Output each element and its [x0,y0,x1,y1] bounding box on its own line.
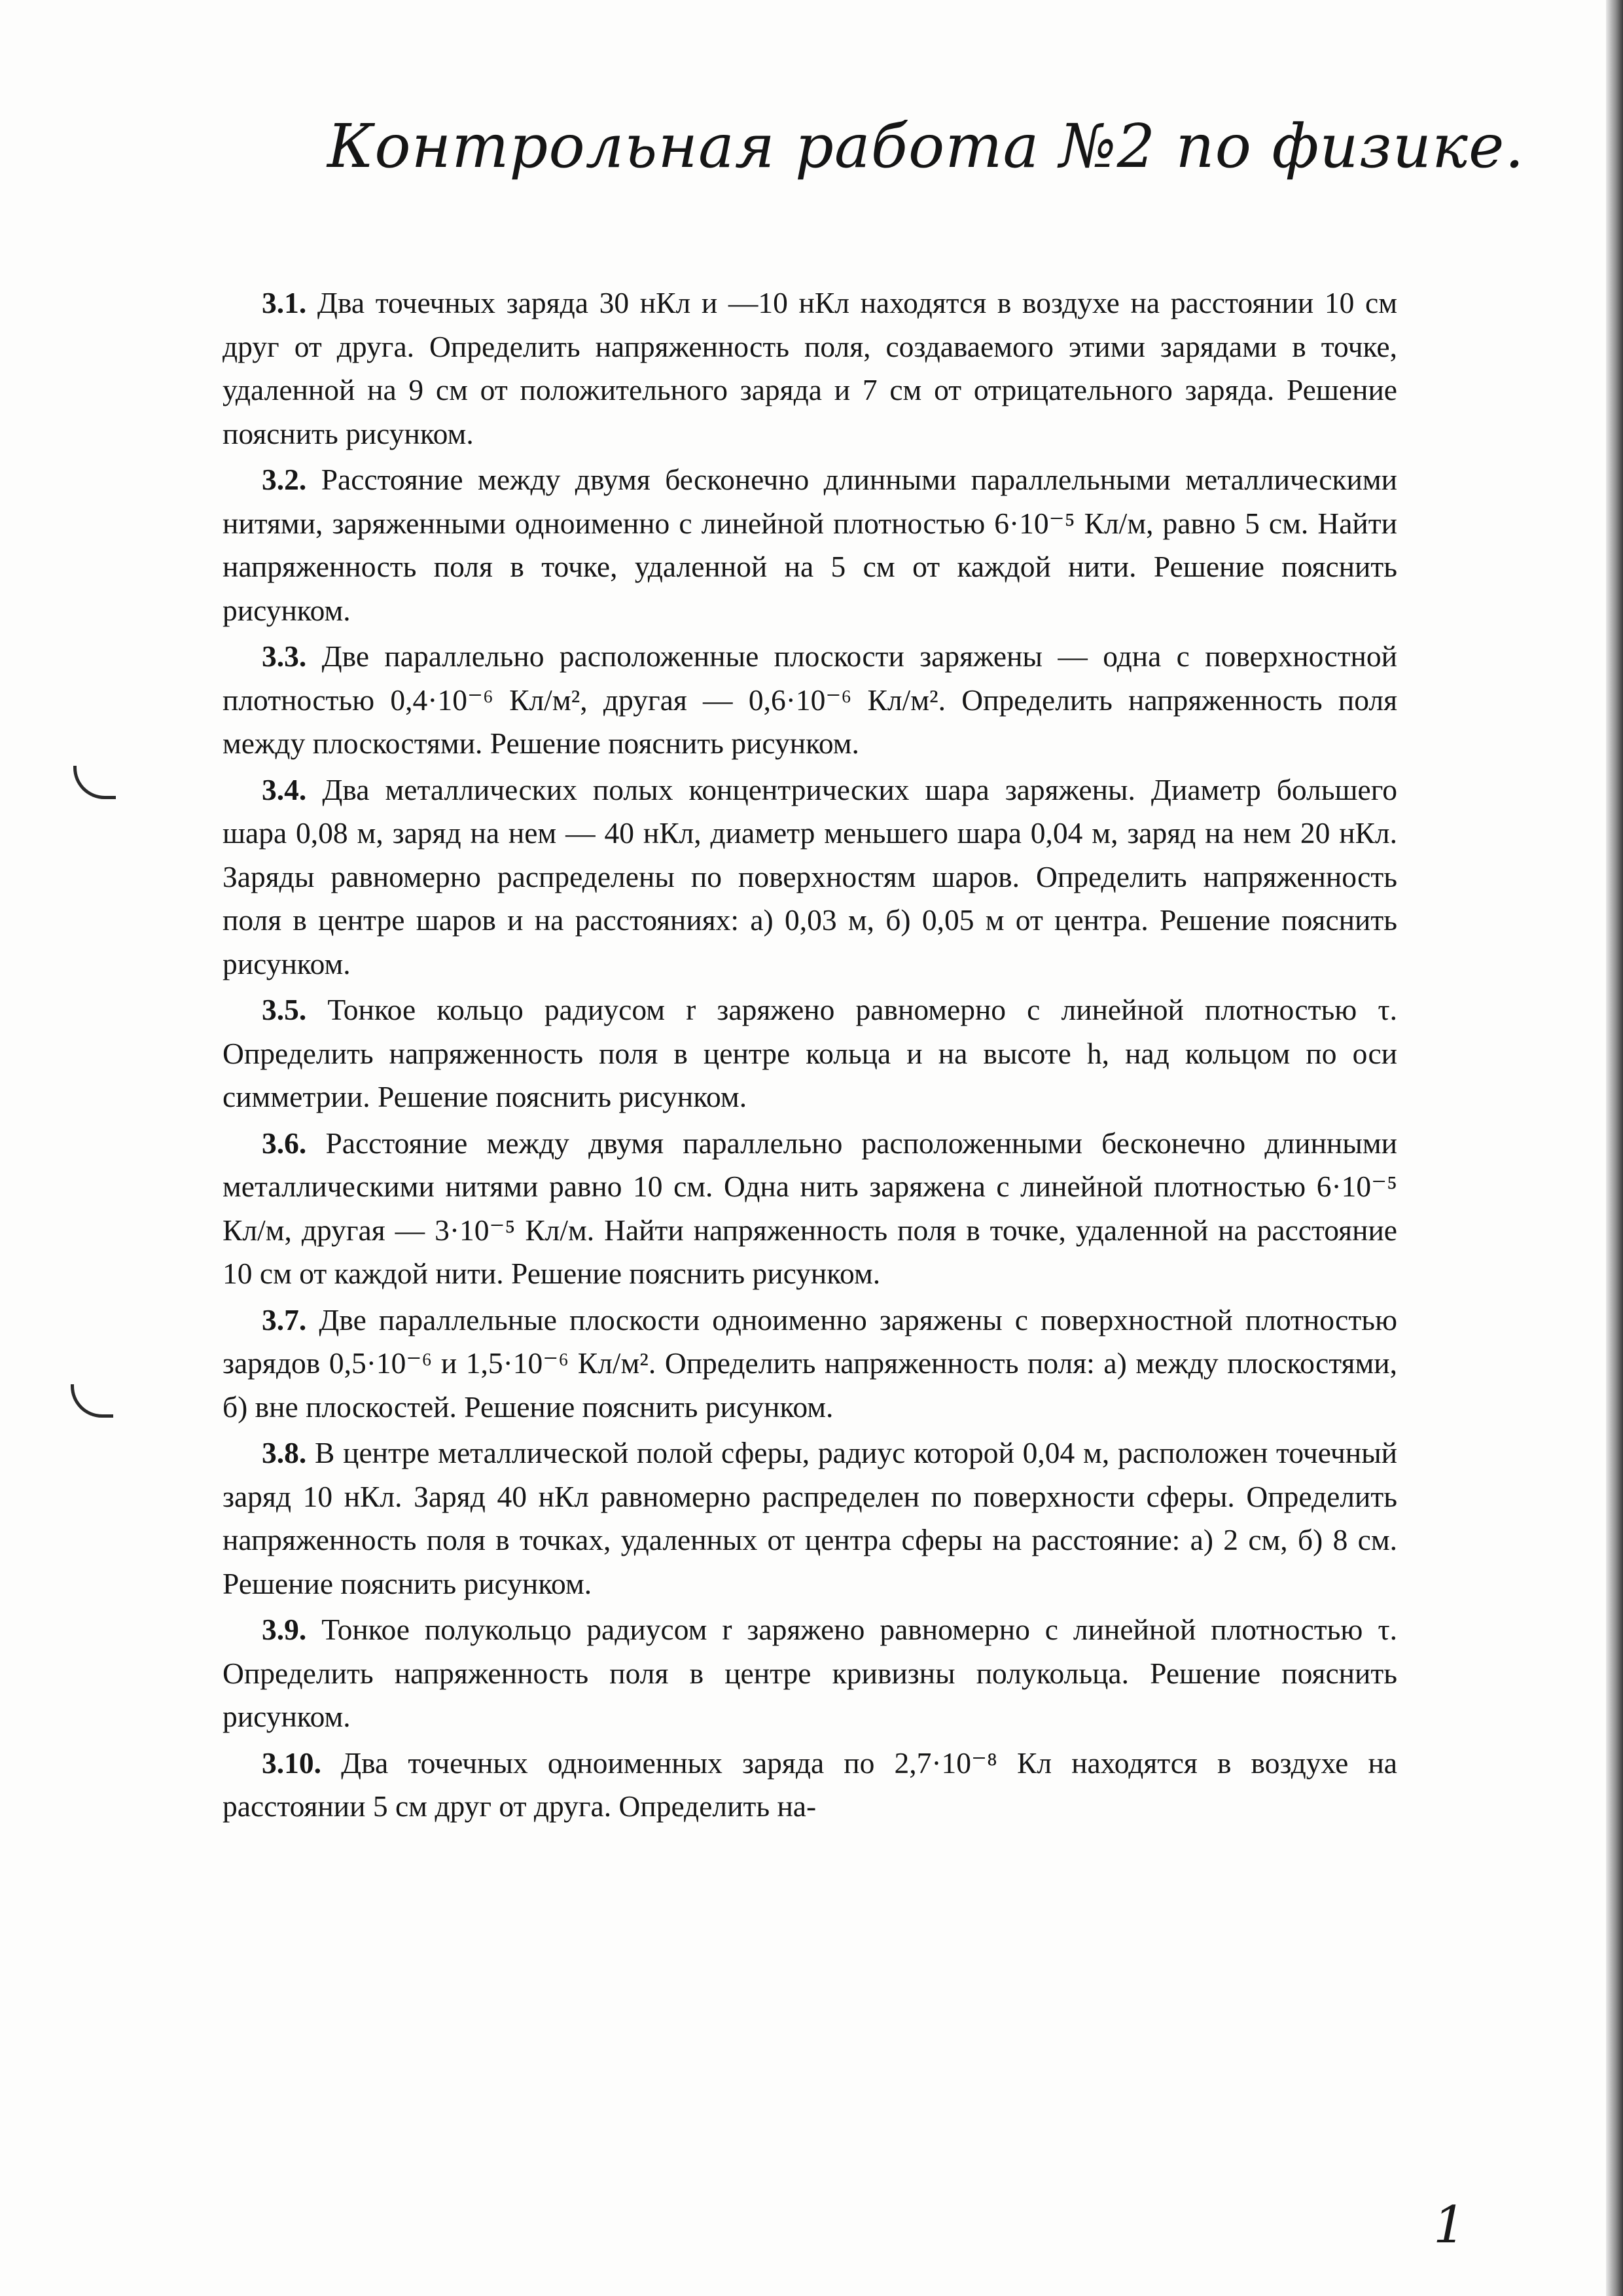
problem-number: 3.7. [262,1302,307,1336]
problem-list [223,281,1397,1831]
handwritten-page-number: 1 [1433,2196,1466,2255]
margin-pencil-mark [71,1384,113,1418]
problem-text: В центре металлической полой сферы, радиус которой 0,04 м, расположен точечный заряд 10 нКл. Заряд 40 нКл равномерно распределен по поверхности сферы. Определить напряженность поля в точках, удаленных от центра сферы на расстояние: а) 2 см, б) 8 см. Решение пояснить рисунком. [223,1436,1398,1600]
problem-item [223,281,1397,456]
problem-text: Расстояние между двумя бесконечно длинными параллельными металлическими нитями, заряженными одноименно с линейной плотностью 6·10⁻⁵ Кл/м, равно 5 см. Найти напряженность поля в точке, удаленной на 5 см от каждой нити. Решение пояснить рисунком. [223,463,1397,627]
problem-item [223,1299,1397,1429]
problem-text: Два точечных одноименных заряда по 2,7·10⁻⁸ Кл находятся в воздухе на расстоянии 5 см друг от друга. Определить на- [223,1746,1397,1823]
problem-number: 3.10. [262,1746,321,1780]
problem-text: Два точечных заряда 30 нКл и —10 нКл находятся в воздухе на расстоянии 10 см друг от друга. Определить напряженность поля, создаваемого этими зарядами в точке, удаленной на 9 см от положительного заряда и 7 см от отрицательного заряда. Решение пояснить рисунком. [223,286,1397,450]
problem-item [223,635,1397,766]
problem-number: 3.9. [262,1613,307,1646]
problem-item [223,1431,1397,1605]
problem-item [223,1122,1397,1296]
problem-text: Две параллельно расположенные плоскости заряжены — одна с поверхностной плотностью 0,4·10⁻⁶ Кл/м², другая — 0,6·10⁻⁶ Кл/м². Определить напряженность поля между плоскостями. Решение пояснить рисунком. [223,639,1398,760]
problem-text: Тонкое полукольцо радиусом r заряжено равномерно с линейной плотностью τ. Определить напряженность поля в центре кривизны полукольца. Решение пояснить рисунком. [223,1613,1397,1733]
problem-item [223,768,1397,986]
problem-text: Расстояние между двумя параллельно расположенными бесконечно длинными металлическими нитями равно 10 см. Одна нить заряжена с линейной плотностью 6·10⁻⁵ Кл/м, другая — 3·10⁻⁵ Кл/м. Найти напряженность поля в точке, удаленной на расстояние 10 см от каждой нити. Решение пояснить рисунком. [223,1126,1397,1290]
page-edge-shadow [1606,0,1623,2296]
problem-number: 3.4. [262,772,307,806]
problem-number: 3.1. [262,286,307,319]
problem-text: Тонкое кольцо радиусом r заряжено равномерно с линейной плотностью τ. Определить напряженность поля в центре кольца и на высоте h, над кольцом по оси симметрии. Решение пояснить рисунком. [223,993,1397,1113]
problem-text: Два металлических полых концентрических шара заряжены. Диаметр большего шара 0,08 м, заряд на нем — 40 нКл, диаметр меньшего шара 0,04 м, заряд на нем 20 нКл. Заряды равномерно распределены по поверхностям шаров. Определить напряженность поля в центре шаров и на расстояниях: а) 0,03 м, б) 0,05 м от центра. Решение пояснить рисунком. [223,772,1398,980]
problem-number: 3.2. [262,463,307,496]
problem-item [223,458,1397,632]
margin-pencil-mark [73,766,116,799]
problem-item [223,988,1397,1119]
problem-item [223,1608,1397,1739]
problem-item [223,1742,1397,1829]
problem-number: 3.3. [262,639,307,673]
problem-number: 3.5. [262,993,307,1026]
handwritten-title: Контрольная работа №2 по физике. [327,111,1525,181]
problem-number: 3.6. [262,1126,307,1160]
problem-text: Две параллельные плоскости одноименно заряжены с поверхностной плотностью зарядов 0,5·10⁻⁶ и 1,5·10⁻⁶ Кл/м². Определить напряженность поля: а) между плоскостями, б) вне плоскостей. Решение пояснить рисунком. [223,1302,1397,1424]
problem-number: 3.8. [262,1436,307,1469]
